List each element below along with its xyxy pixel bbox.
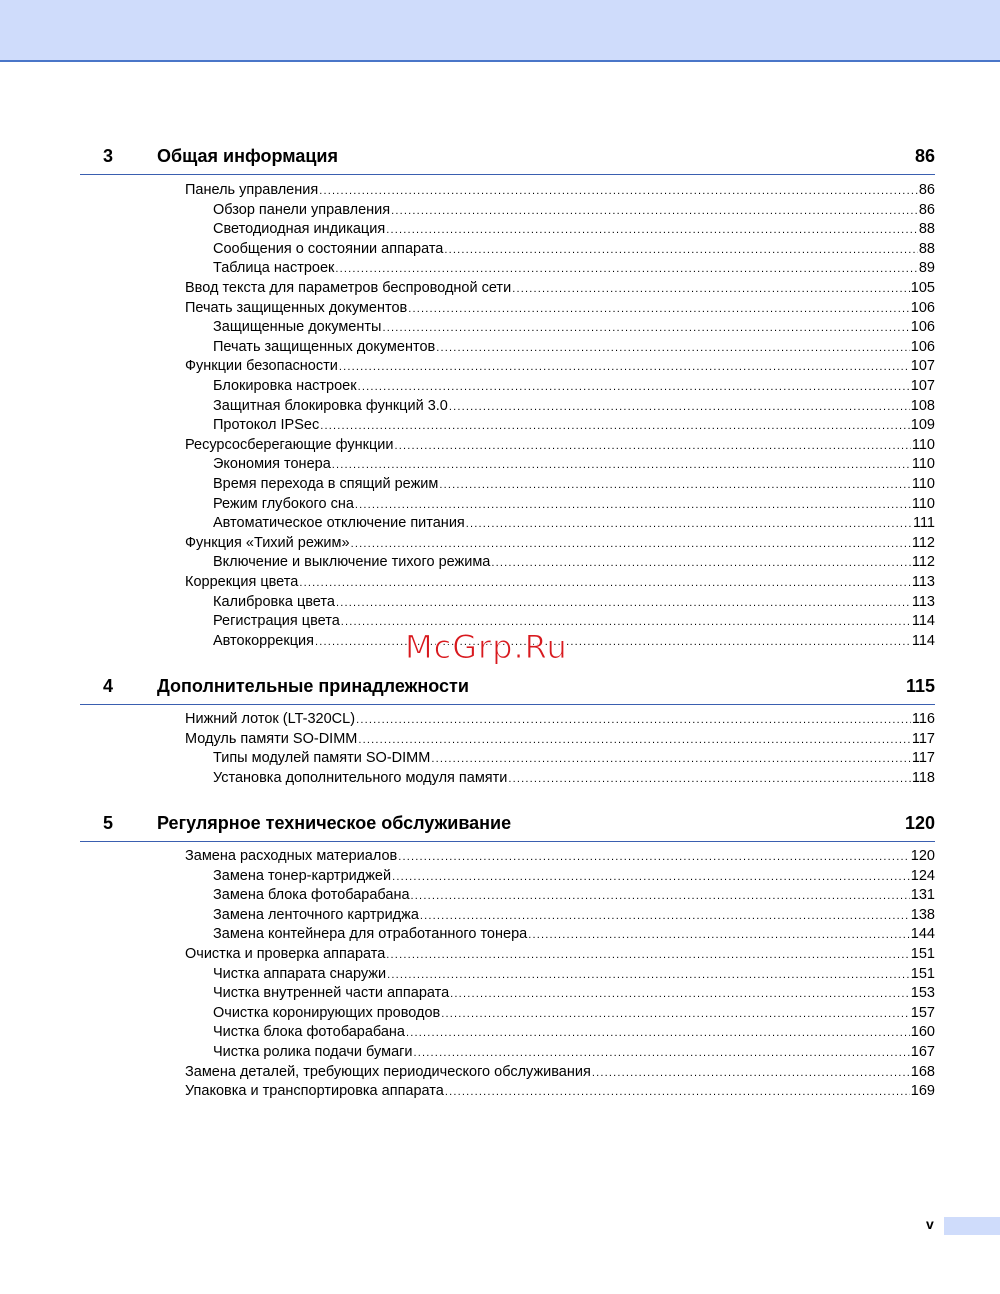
toc-entry-title: Печать защищенных документов [185, 299, 408, 316]
toc-entry-page: 138 [910, 906, 935, 923]
dot-leader [299, 573, 911, 593]
dot-leader [358, 730, 911, 750]
toc-subentry[interactable] [213, 866, 935, 886]
dot-leader [441, 1004, 910, 1024]
toc-entry-title: Режим глубокого сна [213, 495, 354, 512]
toc-subentry[interactable] [213, 474, 935, 494]
toc-entry-page: 160 [910, 1024, 935, 1041]
toc-entry[interactable] [185, 1062, 935, 1082]
dot-leader [444, 240, 918, 260]
toc-subentry[interactable] [213, 258, 935, 278]
toc-subentry[interactable] [213, 317, 935, 337]
dot-leader [449, 397, 910, 417]
dot-leader [351, 534, 911, 554]
toc-entry-page: 113 [911, 574, 935, 590]
toc-entry-title: Регистрация цвета [213, 613, 340, 630]
toc-entry-title: Чистка блока фотобарабана [213, 1024, 405, 1041]
toc-entry-title: Экономия тонера [213, 456, 331, 473]
page-tab [944, 1217, 1000, 1235]
toc-entry-page: 111 [912, 515, 935, 532]
toc-entry[interactable] [185, 298, 935, 318]
toc-entry-title: Функция «Тихий режим» [185, 534, 350, 551]
toc-subentry[interactable] [213, 631, 935, 651]
toc-entry-title: Замена контейнера для отработанного тонера [213, 926, 528, 943]
toc-subentry[interactable] [213, 885, 935, 905]
toc-subentry[interactable] [213, 552, 935, 572]
toc-entry-page: 117 [911, 750, 935, 767]
dot-leader [386, 945, 910, 965]
toc-entry-title: Замена тонер-картриджей [213, 867, 392, 884]
toc-entry-title: Ввод текста для параметров беспроводной сети [185, 280, 512, 296]
toc-entry-title: Замена блока фотобарабана [213, 887, 410, 904]
dot-leader [420, 906, 910, 926]
dot-leader [387, 965, 910, 985]
toc-entry[interactable] [185, 356, 935, 376]
toc-entry-page: 120 [910, 848, 935, 864]
toc-entry-title: Светодиодная индикация [213, 221, 386, 238]
toc-entry-page: 88 [918, 240, 935, 257]
chapter-page: 115 [905, 676, 935, 696]
dot-leader [355, 495, 911, 515]
toc-subentry[interactable] [213, 494, 935, 514]
chapter-heading[interactable] [0, 140, 1000, 176]
toc-entry-page: 157 [910, 1004, 935, 1021]
toc-entry-page: 110 [911, 436, 935, 453]
toc-subentry[interactable] [213, 1042, 935, 1062]
toc-entry[interactable] [185, 533, 935, 553]
toc-entry-page: 118 [911, 769, 935, 786]
toc-subentry[interactable] [213, 219, 935, 239]
toc-entry-page: 131 [910, 887, 935, 904]
toc-entry-title: Протокол IPSec [213, 417, 320, 434]
toc-entry-title: Замена расходных материалов [185, 848, 398, 864]
toc-entry-page: 151 [910, 965, 935, 982]
dot-leader [335, 259, 917, 279]
toc-subentry[interactable] [213, 337, 935, 357]
toc-entry-title: Нижний лоток (LT-320CL) [185, 711, 356, 727]
toc-entry[interactable] [185, 846, 935, 866]
dot-leader [319, 181, 918, 201]
toc-entry[interactable] [185, 729, 935, 749]
toc-entry-page: 88 [918, 221, 935, 238]
toc-subentry[interactable] [213, 200, 935, 220]
chapter-title: Дополнительные принадлежности [157, 676, 469, 696]
toc-subentry[interactable] [213, 983, 935, 1003]
dot-leader [508, 769, 910, 789]
toc-entry-title: Функции безопасности [185, 358, 338, 375]
toc-entry-title: Установка дополнительного модуля памяти [213, 769, 508, 786]
toc-entry-title: Автокоррекция [213, 632, 314, 649]
toc-entry-page: 106 [910, 338, 935, 355]
toc-entry-page: 151 [910, 946, 935, 962]
dot-leader [450, 984, 910, 1004]
dot-leader [512, 279, 910, 299]
dot-leader [408, 299, 910, 319]
dot-leader [436, 338, 910, 358]
dot-leader [339, 357, 910, 377]
chapter-page: 86 [914, 146, 935, 166]
toc-entry-page: 89 [918, 260, 935, 277]
dot-leader [414, 1043, 910, 1063]
dot-leader [356, 710, 911, 730]
dot-leader [382, 318, 909, 338]
toc-entry-page: 167 [910, 1044, 935, 1060]
toc-entry-page: 106 [910, 319, 935, 336]
chapter-title: Общая информация [157, 146, 338, 166]
dot-leader [439, 475, 911, 495]
watermark: McGrp.Ru [405, 628, 568, 666]
toc-entry[interactable] [185, 180, 935, 200]
toc-entry-title: Коррекция цвета [185, 574, 299, 590]
toc-entry-title: Таблица настроек [213, 260, 335, 277]
toc-subentry[interactable] [213, 964, 935, 984]
dot-leader [445, 1082, 910, 1102]
toc-entry-title: Печать защищенных документов [213, 338, 436, 355]
toc-entry-page: 114 [911, 632, 935, 649]
chapter-divider [80, 704, 935, 705]
chapter-number: 5 [103, 813, 114, 833]
toc-entry-page: 112 [911, 554, 935, 571]
chapter-heading[interactable] [0, 807, 1000, 843]
dot-leader [320, 416, 910, 436]
header-band [0, 0, 1000, 62]
toc-entry-page: 105 [910, 280, 935, 296]
dot-leader [398, 847, 910, 867]
toc-subentry[interactable] [213, 454, 935, 474]
chapter-page: 120 [904, 813, 935, 833]
toc-entry-title: Время перехода в спящий режим [213, 476, 439, 492]
toc-subentry[interactable] [213, 924, 935, 944]
toc-entry-page: 116 [911, 711, 935, 727]
toc-entry-title: Очистка коронирующих проводов [213, 1004, 441, 1021]
toc-subentry[interactable] [213, 768, 935, 788]
dot-leader [336, 593, 911, 613]
chapter-divider [80, 841, 935, 842]
toc-entry[interactable] [185, 572, 935, 592]
dot-leader [386, 220, 918, 240]
toc-entry-title: Чистка ролика подачи бумаги [213, 1044, 413, 1060]
toc-entry-page: 144 [910, 926, 935, 943]
toc-entry-title: Замена деталей, требующих периодического обслуживания [185, 1063, 591, 1080]
toc-subentry[interactable] [213, 415, 935, 435]
chapter-number: 3 [103, 146, 114, 166]
toc-subentry[interactable] [213, 905, 935, 925]
toc-entry-title: Панель управления [185, 182, 319, 198]
toc-entry-title: Блокировка настроек [213, 378, 357, 394]
dot-leader [332, 455, 911, 475]
toc-entry-page: 107 [910, 358, 935, 375]
toc-entry-page: 169 [910, 1083, 935, 1100]
toc-subentry[interactable] [213, 611, 935, 631]
chapter-heading[interactable] [0, 670, 1000, 706]
dot-leader [491, 553, 911, 573]
toc-entry-page: 109 [910, 417, 935, 434]
toc-entry-title: Автоматическое отключение питания [213, 515, 465, 532]
toc-entry-page: 106 [910, 299, 935, 316]
toc-entry-page: 107 [910, 378, 935, 394]
toc-entry-page: 168 [910, 1063, 935, 1080]
chapter-number: 4 [103, 676, 114, 696]
toc-entry-title: Замена ленточного картриджа [213, 906, 419, 923]
toc-subentry[interactable] [213, 513, 935, 533]
dot-leader [391, 201, 918, 221]
toc-entry-title: Типы модулей памяти SO-DIMM [213, 750, 431, 767]
toc-entry-page: 112 [911, 534, 935, 551]
toc-entry-page: 117 [911, 730, 935, 747]
toc-subentry[interactable] [213, 396, 935, 416]
toc-entry-title: Обзор панели управления [213, 201, 391, 218]
dot-leader [592, 1063, 910, 1083]
dot-leader [406, 1023, 910, 1043]
toc-entry-page: 110 [911, 456, 935, 473]
toc-entry-title: Модуль памяти SO-DIMM [185, 730, 358, 747]
dot-leader [466, 514, 912, 534]
dot-leader [431, 749, 911, 769]
toc-subentry[interactable] [213, 1003, 935, 1023]
toc-entry-title: Ресурсосберегающие функции [185, 436, 394, 453]
toc-entry-title: Очистка и проверка аппарата [185, 946, 386, 962]
toc-entry[interactable] [185, 1081, 935, 1101]
toc-entry-page: 110 [911, 476, 935, 492]
toc-entry-page: 114 [911, 613, 935, 630]
toc-subentry[interactable] [213, 1022, 935, 1042]
toc-subentry[interactable] [213, 376, 935, 396]
toc-entry-title: Защитная блокировка функций 3.0 [213, 397, 448, 414]
toc-entry-page: 86 [918, 182, 935, 198]
toc-entry-title: Чистка внутренней части аппарата [213, 985, 450, 1002]
toc-subentry[interactable] [213, 748, 935, 768]
toc-entry-page: 108 [910, 397, 935, 414]
toc-entry-title: Калибровка цвета [213, 593, 335, 610]
toc-entry[interactable] [185, 709, 935, 729]
toc-subentry[interactable] [213, 592, 935, 612]
toc-entry-page: 86 [918, 201, 935, 218]
dot-leader [394, 436, 910, 456]
toc-entry-page: 110 [911, 495, 935, 512]
toc-entry-page: 153 [910, 985, 935, 1002]
dot-leader [411, 886, 910, 906]
toc-entry[interactable] [185, 944, 935, 964]
chapter-divider [80, 174, 935, 175]
chapter-title: Регулярное техническое обслуживание [157, 813, 512, 833]
page-number: v [926, 1216, 934, 1232]
toc-entry[interactable] [185, 435, 935, 455]
toc-entry-title: Упаковка и транспортировка аппарата [185, 1083, 444, 1100]
toc-entry-title: Защищенные документы [213, 319, 382, 336]
dot-leader [528, 925, 910, 945]
dot-leader [392, 867, 910, 887]
toc-entry-page: 124 [910, 867, 935, 884]
toc-subentry[interactable] [213, 239, 935, 259]
toc-entry-page: 113 [911, 593, 935, 610]
toc-entry-title: Чистка аппарата снаружи [213, 965, 387, 982]
toc-entry-title: Включение и выключение тихого режима [213, 554, 491, 571]
toc-entry[interactable] [185, 278, 935, 298]
dot-leader [358, 377, 910, 397]
toc-entry-title: Сообщения о состоянии аппарата [213, 240, 444, 257]
